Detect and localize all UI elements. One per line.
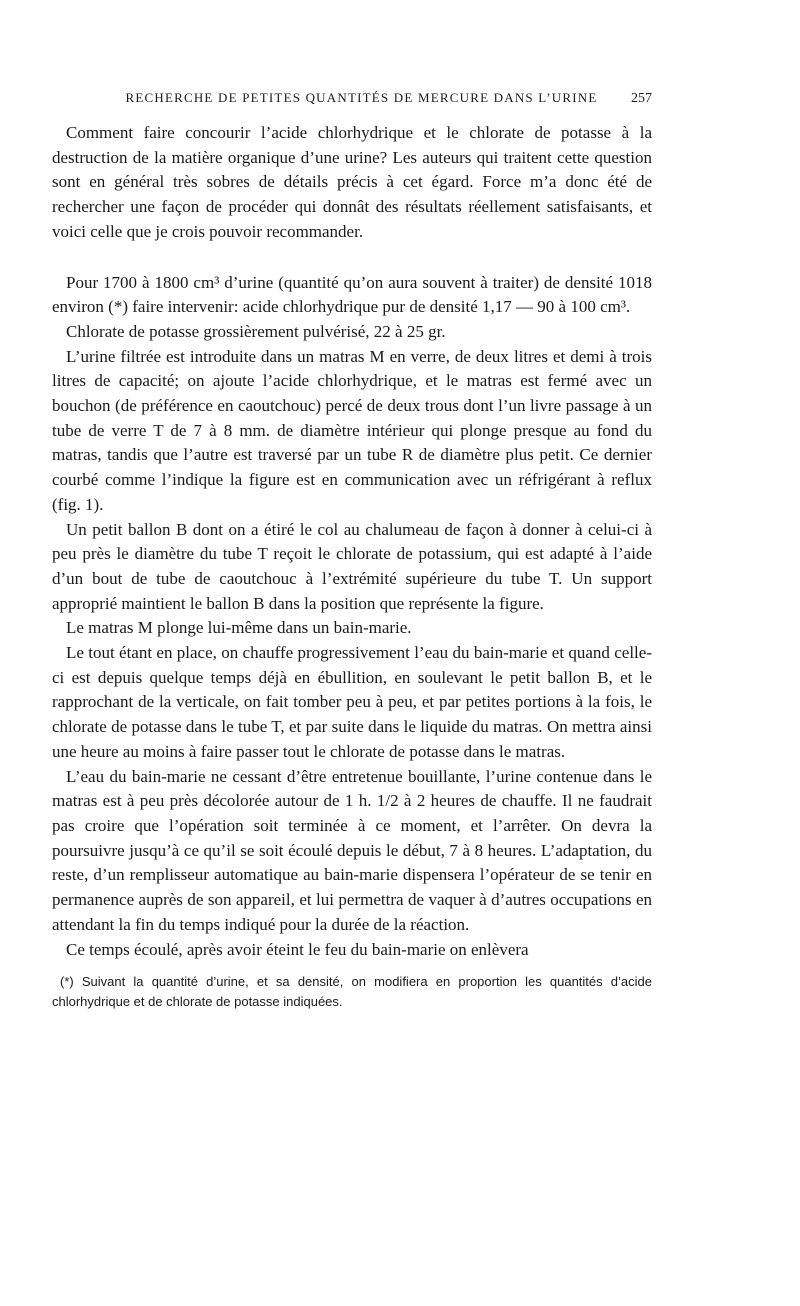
paragraph-3: Chlorate de potasse grossièrement pulvérisé, 22 à 25 gr.: [66, 321, 446, 341]
paragraph-7: Le tout étant en place, on chauffe progressivement l’eau du bain-marie et quand celle-ci est depuis quelque temps déjà en ébullition, en soulevant le petit ballon B, et le rapprochant de la verticale, on fait tomber peu à peu, et par petites portions à la fois, le chlorate de potasse dans le tube T, et par suite dans le liquide du matras. On mettra ainsi une heure au moins à faire passer tout le chlorate de potasse dans le matras.: [52, 643, 652, 761]
paragraph-4: L’urine filtrée est introduite dans un matras M en verre, de deux litres et demi à trois litres de capacité; on ajoute l’acide chlorhydrique, et le matras est fermé avec un bouchon (de préférence en caoutchouc) percé de deux trous dont l’un livre passage à un tube de verre T de 7 à 8 mm. de diamètre intérieur qui plonge presque au fond du matras, tandis que l’autre est traversé par un tube R de diamètre plus petit. Ce dernier courbé comme l’indique la figure est en communication avec un réfrigérant à reflux (fig. 1).: [52, 346, 652, 514]
running-title: RECHERCHE DE PETITES QUANTITÉS DE MERCURE DANS L’URINE: [125, 90, 598, 105]
page-number: 257: [631, 91, 652, 106]
page: [52, 90, 652, 1012]
paragraph-8: L’eau du bain-marie ne cessant d’être entretenue bouillante, l’urine contenue dans le matras est à peu près décolorée autour de 1 h. 1/2 à 2 heures de chauffe. Il ne faudrait pas croire que l’opération soit terminée à ce moment, et l’arrêter. On devra la poursuivre jusqu’à ce qu’il se soit écoulé depuis le début, 7 à 8 heures. L’adaptation, du reste, d’un remplisseur automatique au bain-marie dispensera l’opérateur de se tenir en permanence auprès de son appareil, et lui permettra de vaquer à d’autres occupations en attendant la fin du temps indiqué pour la durée de la réaction.: [52, 766, 652, 934]
paragraph-1: Comment faire concourir l’acide chlorhydrique et le chlorate de potasse à la destruction de la matière organique d’une urine? Les auteurs qui traitent cette question sont en général très sobres de détails précis à cet égard. Force m’a donc été de rechercher une façon de procéder qui donnât des résultats réellement satisfaisants, et voici celle que je crois pouvoir recommander.: [52, 123, 652, 241]
paragraph-2: Pour 1700 à 1800 cm³ d’urine (quantité qu’on aura souvent à traiter) de densité 1018 environ (*) faire intervenir: acide chlorhydrique pur de densité 1,17 — 90 à 100 cm³.: [52, 272, 652, 317]
footnote-spacer: [52, 962, 652, 972]
paragraph-6: Le matras M plonge lui-même dans un bain-marie.: [66, 618, 412, 638]
paragraph-5: Un petit ballon B dont on a étiré le col au chalumeau de façon à donner à celui-ci à peu près le diamètre du tube T reçoit le chlorate de potassium, qui est adapté à l’aide d’un bout de tube de caoutchouc à l’extrémité supérieure du tube T. Un support approprié maintient le ballon B dans la position que représente la figure.: [52, 519, 652, 613]
paragraph-gap: [52, 245, 652, 271]
paragraph-9: Ce temps écoulé, après avoir éteint le feu du bain-marie on enlèvera: [66, 939, 529, 959]
running-header: [52, 90, 652, 107]
footnote: (*) Suivant la quantité d’urine, et sa densité, on modifiera en proportion les quantités d’acide chlorhydrique et de chlorate de potasse indiquées.: [52, 974, 652, 1010]
